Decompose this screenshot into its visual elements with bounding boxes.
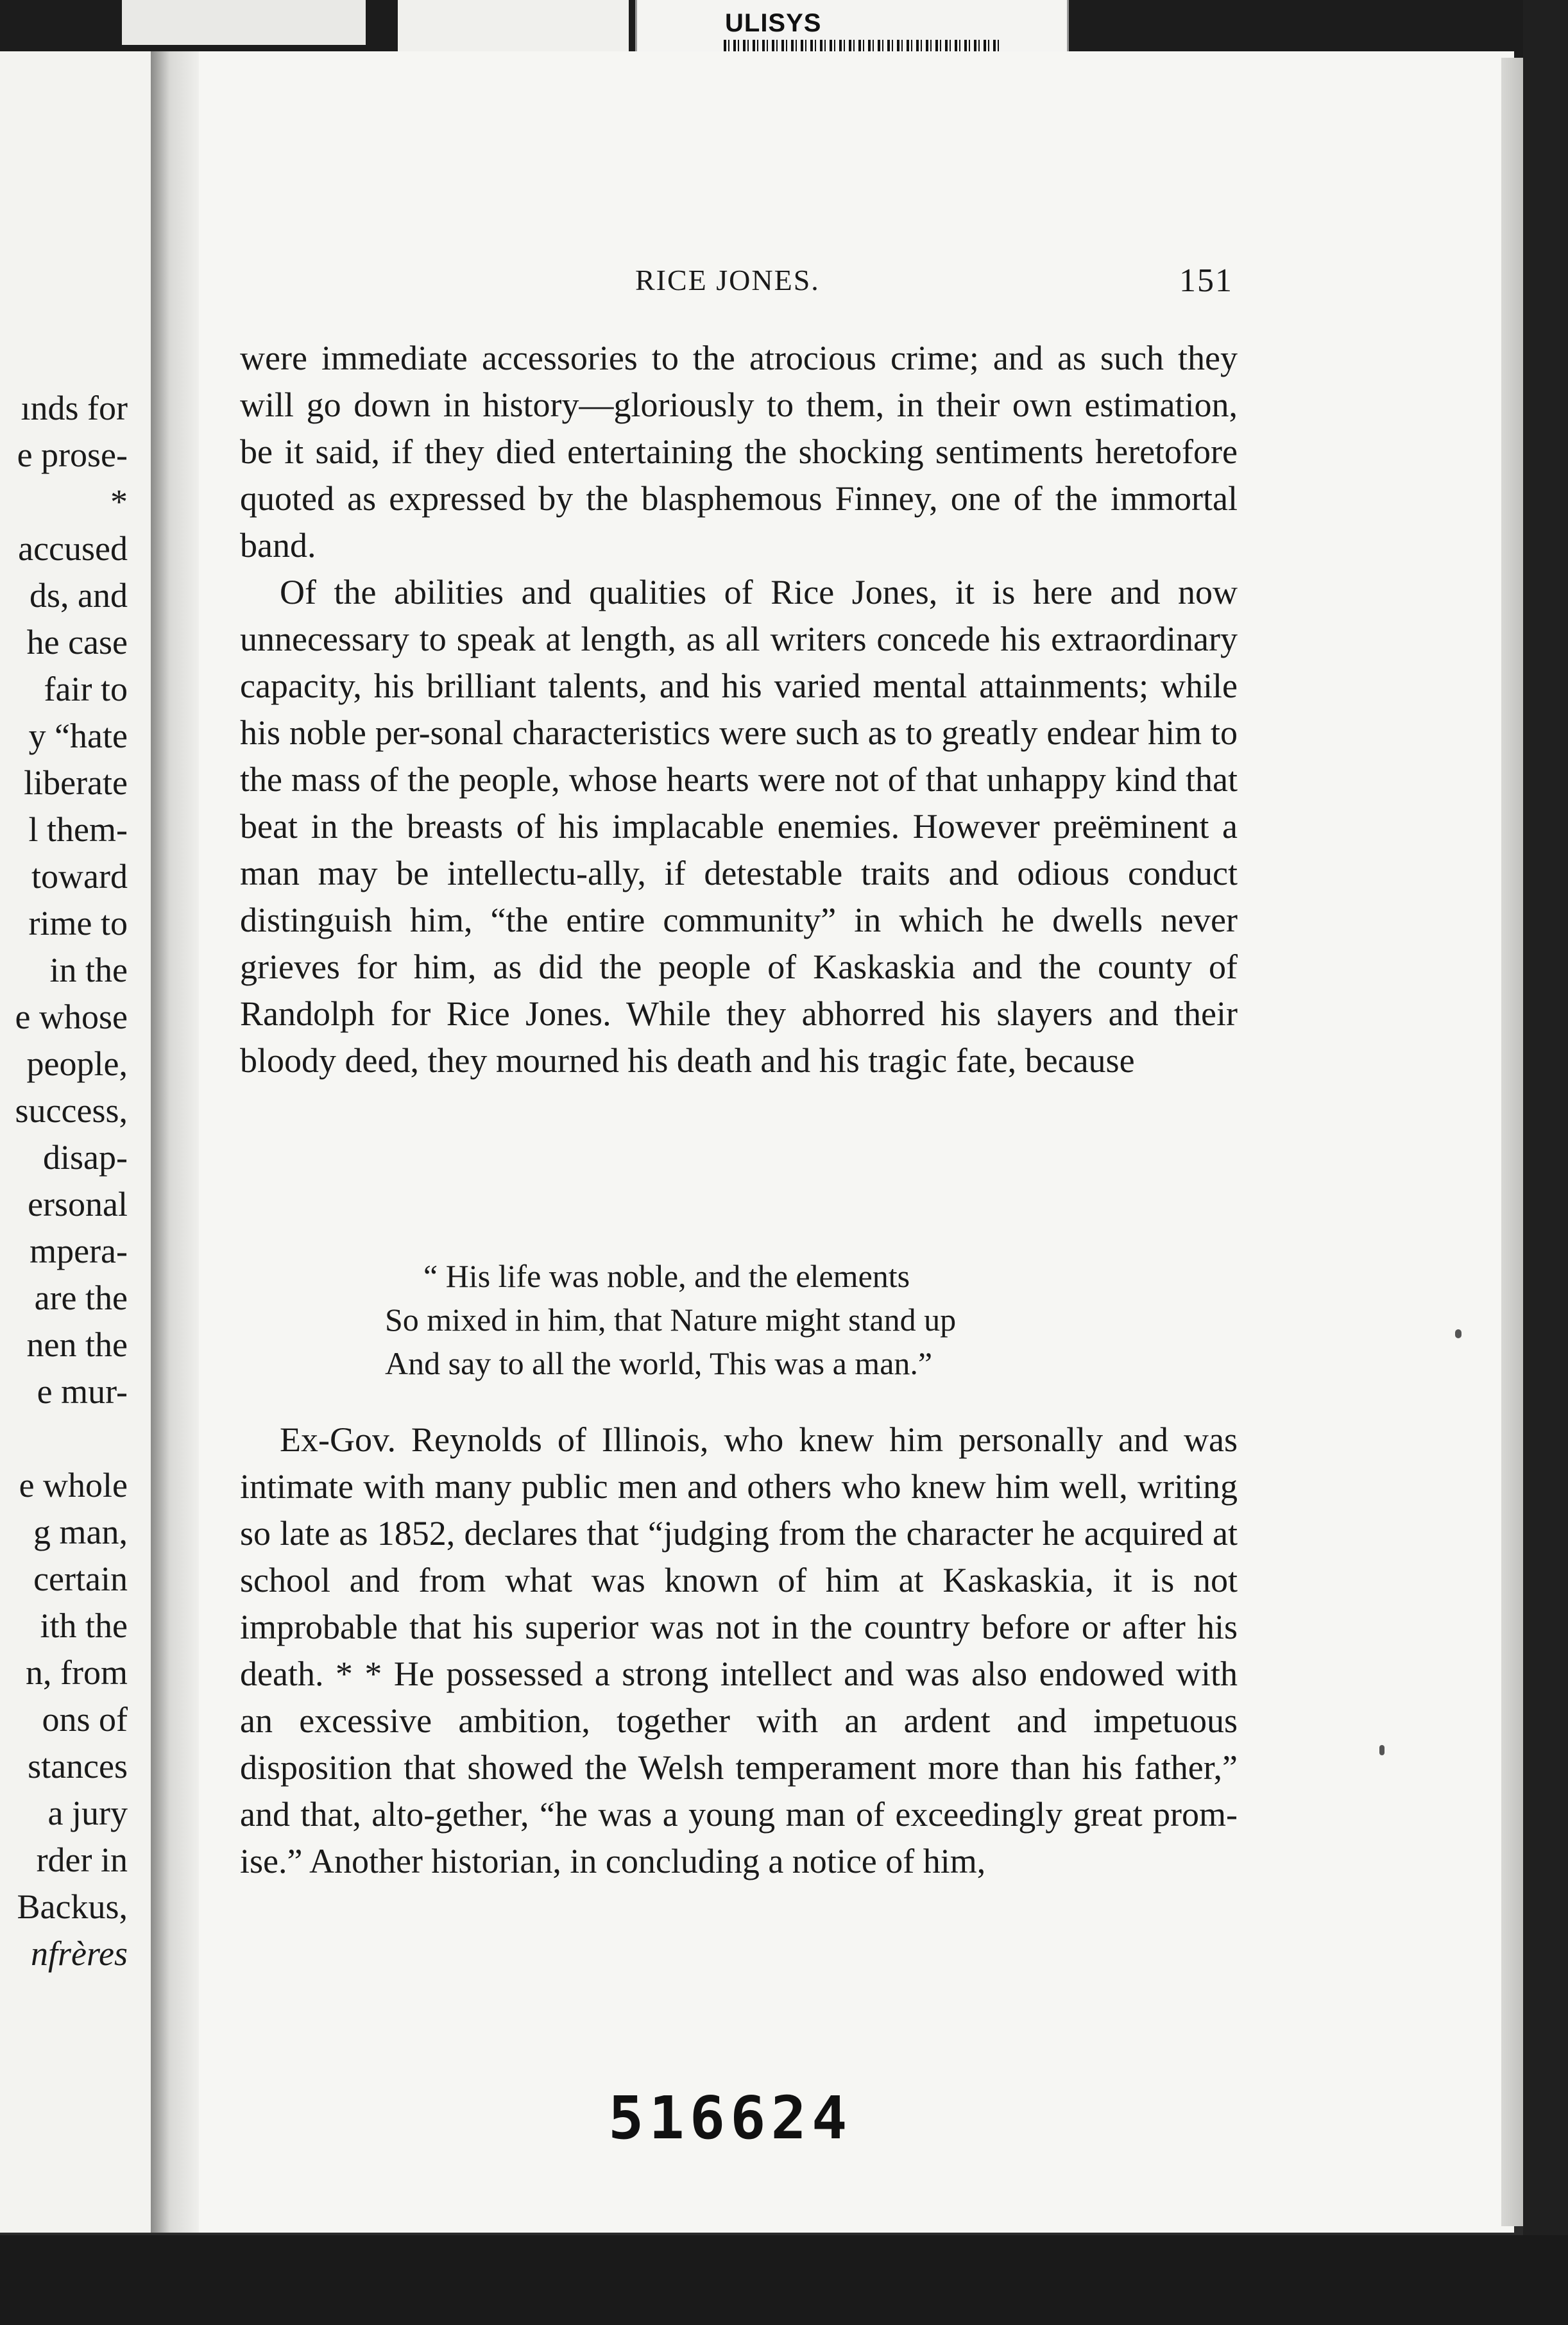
paper-scrap: [122, 0, 366, 45]
previous-page-line: accused: [18, 529, 128, 568]
previous-page-line: y “hate: [28, 717, 128, 755]
previous-page-line: Backus,: [17, 1887, 128, 1926]
previous-page-line: ds, and: [30, 576, 128, 615]
previous-page-line: rime to: [28, 904, 128, 942]
paragraph: Ex-Gov. Reynolds of Illinois, who knew him personally and was intimate with many public men and others who knew him well, writing so late as 1852, declares that “judging from the character he acquired at school and from what was known of him at Kaskaskia, it is not improbable that his superior was not in the country before or after his death. * * He possessed a strong intellect and was also endowed with an excessive ambition, together with an ardent and impetuous disposition that showed the Welsh temperament more than his father,” and that, alto-gether, “he was a young man of exceedingly great prom-ise.” Another historian, in concluding a notice of him,: [240, 1420, 1238, 1880]
previous-page-line: *: [110, 482, 128, 521]
paper-scrap: [398, 0, 629, 51]
previous-page-line: certain: [33, 1560, 128, 1598]
scan-speck: [1455, 1329, 1461, 1338]
previous-page-line: ons of: [42, 1700, 128, 1739]
page-gutter: [151, 51, 199, 2233]
previous-page-text: [0, 385, 128, 1977]
scanner-bed-bottom: [0, 2235, 1568, 2325]
previous-page-line: n, from: [26, 1653, 128, 1692]
paragraph: were immediate accessories to the atrocious crime; and as such they will go down in history—gloriously to them, in their own estimation, be it said, if they died entertaining the shocking sentiments heretofore quoted as expressed by the blasphemous Finney, one of the immortal band.: [240, 339, 1238, 565]
previous-page-line: e whose: [15, 998, 128, 1036]
previous-page-line: people,: [26, 1044, 128, 1083]
accession-stamp: 516624: [608, 2084, 853, 2152]
verse-quotation: [385, 1254, 1219, 1385]
previous-page-line: ersonal: [28, 1185, 128, 1223]
previous-page-line: a jury: [47, 1794, 128, 1832]
previous-page-line: [0, 1415, 128, 1462]
previous-page-line: liberate: [24, 763, 128, 802]
previous-page-line: ith the: [40, 1606, 128, 1645]
paragraph: Of the abilities and qualities of Rice Jones, it is here and now unnecessary to speak at length, as all writers concede his extraordinary capacity, his brilliant talents, and his varied mental attainments; while his noble per-sonal characteristics were such as to greatly endear him to the mass of the people, whose hearts were not of that unhappy kind that beat in the breasts of his implacable enemies. However preëminent a man may be intellectu-ally, if detestable traits and odious conduct distinguish him, “the entire community” in which he dwells never grieves for him, as did the people of Kaskaskia and the county of Randolph for Rice Jones. While they abhorred his slayers and their bloody deed, they mourned his death and his tragic fate, because: [240, 573, 1238, 1080]
previous-page-line: toward: [31, 857, 128, 896]
body-text: [240, 335, 1238, 1084]
previous-page-line: rder in: [36, 1841, 128, 1879]
barcode-label: ULISYS: [725, 9, 822, 37]
previous-page-fragment: [0, 51, 151, 2233]
previous-page-line: nen the: [26, 1325, 128, 1364]
previous-page-line: stances: [28, 1747, 128, 1785]
scan-speck: [1379, 1745, 1385, 1755]
previous-page-line: e whole: [19, 1466, 128, 1504]
verse-line: “ His life was noble, and the elements: [423, 1258, 910, 1294]
previous-page-line: he case: [26, 623, 128, 661]
previous-page-line: fair to: [44, 670, 128, 708]
page-number: 151: [1179, 262, 1233, 299]
previous-page-line: e mur-: [37, 1372, 128, 1411]
previous-page-line: success,: [15, 1091, 128, 1130]
previous-page-line: nfrères: [31, 1934, 128, 1973]
previous-page-line: l them-: [28, 810, 128, 849]
previous-page-line: are the: [34, 1279, 128, 1317]
verse-line: And say to all the world, This was a man.”: [385, 1345, 933, 1381]
previous-page-line: g man,: [33, 1513, 128, 1551]
previous-page-line: mpera-: [30, 1232, 128, 1270]
running-head: RICE JONES.: [635, 264, 820, 296]
verse-line: So mixed in him, that Nature might stand up: [385, 1302, 957, 1338]
previous-page-line: disap-: [43, 1138, 128, 1177]
previous-page-line: ınds for: [21, 389, 128, 427]
previous-page-line: e prose-: [17, 436, 128, 474]
barcode-icon: [724, 40, 1000, 53]
body-text: [240, 1417, 1238, 1885]
scanner-bed-right: [1523, 0, 1568, 2325]
previous-page-line: in the: [49, 951, 128, 989]
